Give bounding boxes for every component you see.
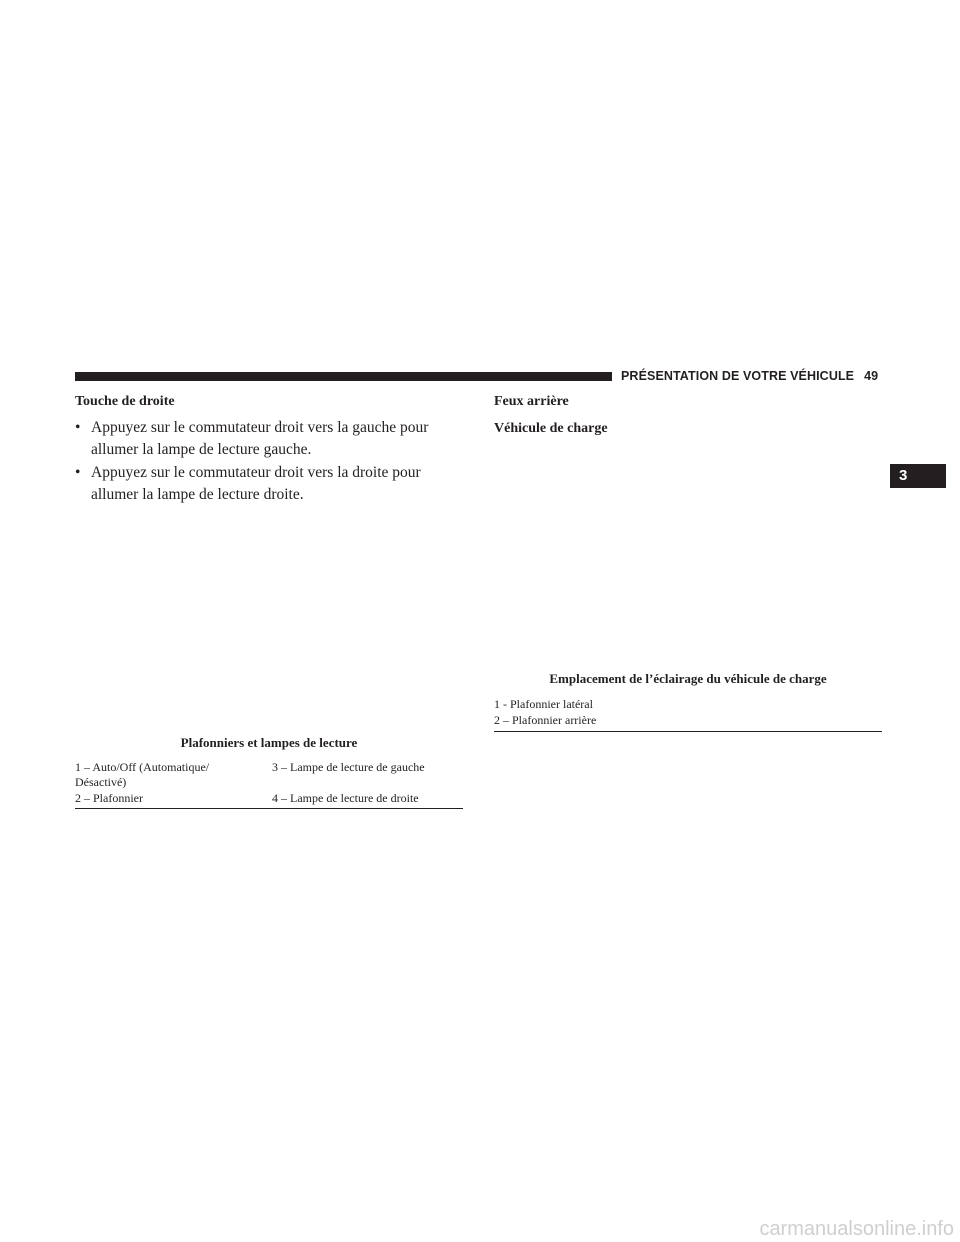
bullet-2-line-1: Appuyez sur le commutateur droit vers la droite pour — [91, 464, 421, 481]
chapter-tab[interactable]: 3 — [890, 464, 946, 488]
heading-touche-de-droite: Touche de droite — [75, 394, 175, 409]
legend-item-3: 3 – Lampe de lecture de gauche — [272, 760, 425, 774]
legend-item-4: 4 – Lampe de lecture de droite — [272, 791, 419, 805]
heading-feux-arriere: Feux arrière — [494, 394, 569, 409]
bullet-icon: • — [75, 464, 81, 481]
legend-rule-left — [75, 808, 463, 809]
legend-item-2: 2 – Plafonnier — [75, 791, 143, 805]
bullet-1-line-2: allumer la lampe de lecture gauche. — [91, 441, 312, 458]
header-rule — [75, 372, 612, 381]
figure-caption-left: Plafonniers et lampes de lecture — [180, 735, 358, 750]
running-header — [621, 369, 878, 383]
bullet-item-2 — [75, 462, 463, 506]
bullet-icon: • — [75, 419, 81, 436]
figure-caption-right: Emplacement de l’éclairage du véhicule de charge — [549, 671, 827, 686]
legend-rule-right — [494, 731, 882, 732]
legend-item-r1: 1 - Plafonnier latéral — [494, 697, 593, 711]
legend-item-r2: 2 – Plafonnier arrière — [494, 713, 597, 727]
section-title: PRÉSENTATION DE VOTRE VÉHICULE — [621, 369, 855, 383]
bullet-2-line-2: allumer la lampe de lecture droite. — [91, 486, 304, 503]
legend-item-1: 1 – Auto/Off (Automatique/ — [75, 760, 210, 774]
watermark: carmanualsonline.info — [759, 1218, 954, 1240]
subheading-vehicule-de-charge: Véhicule de charge — [494, 421, 608, 436]
bullet-1-line-1: Appuyez sur le commutateur droit vers la gauche pour — [91, 419, 429, 436]
page-number: 49 — [864, 369, 879, 383]
legend-item-1-cont: Désactivé) — [75, 775, 127, 789]
bullet-item-1 — [75, 417, 463, 461]
